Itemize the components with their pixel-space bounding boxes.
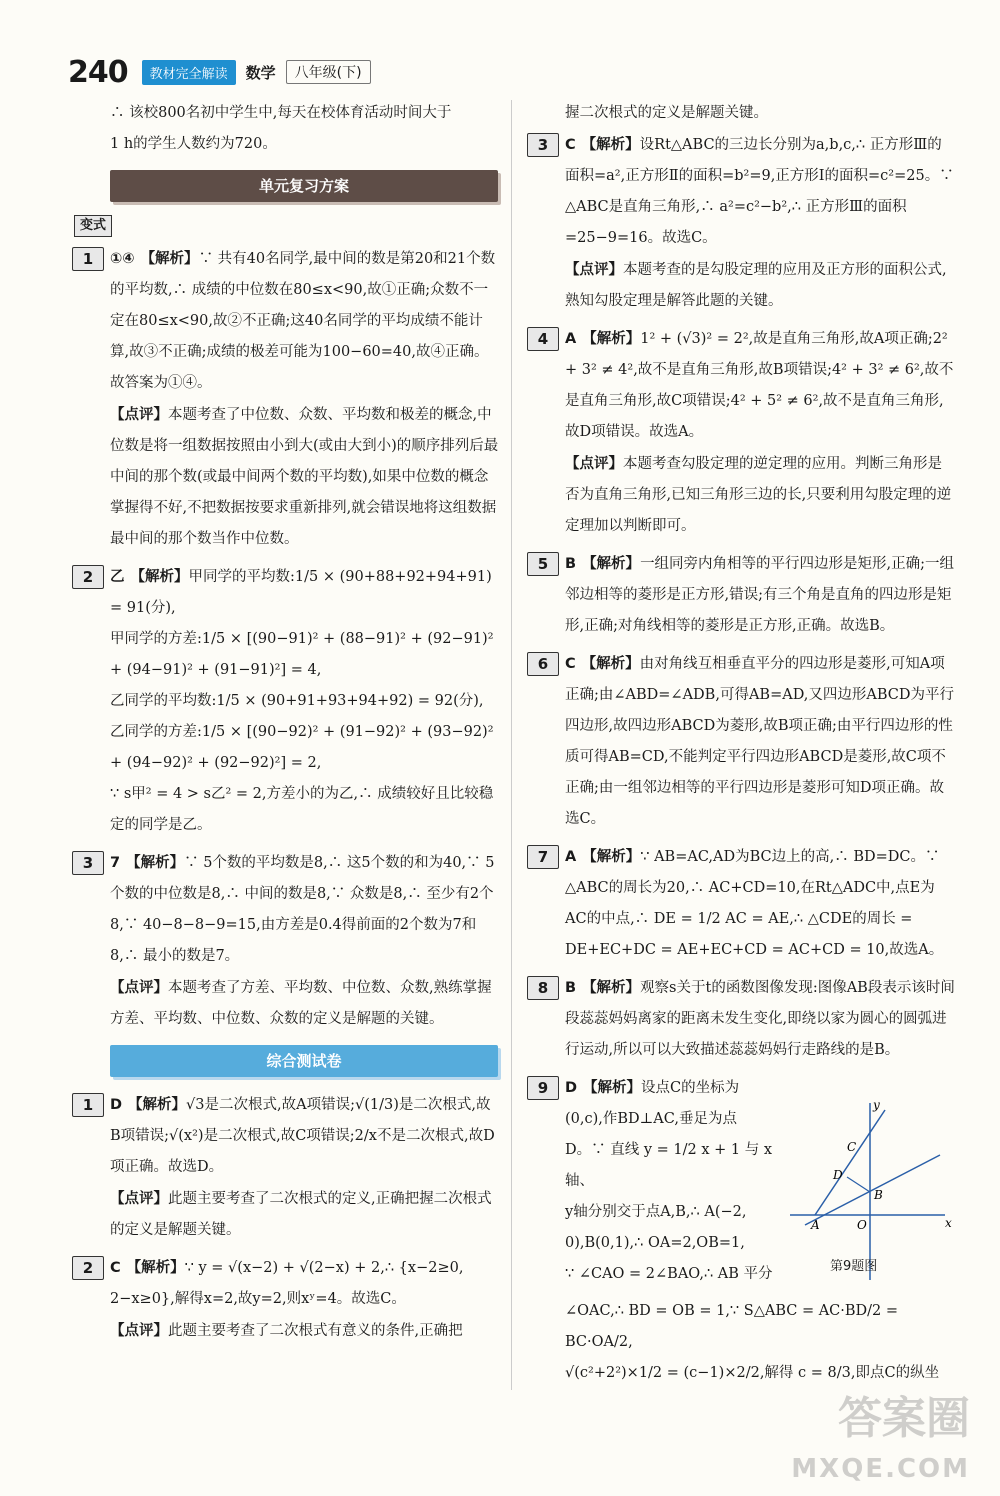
subject-tag: 数学 (245, 63, 276, 82)
analysis-label: 【解析】 (130, 568, 189, 585)
answer: 7 (110, 855, 121, 871)
analysis-label: 【解析】 (583, 1079, 642, 1096)
question-number: 1 (72, 1093, 104, 1117)
answer: A (565, 331, 577, 347)
question-number: 8 (527, 976, 559, 1000)
comment-text: 本题考查了方差、平均数、中位数、众数,熟练掌握方差、平均数、中位数、众数的定义是解题的关键。 (110, 980, 492, 1027)
analysis-text: 设Rt△ABC的三边长分别为a,b,c,∴ 正方形Ⅲ的面积=a²,正方形Ⅱ的面积=b²=9,正方形Ⅰ的面积=c²=25。∵ △ABC是直角三角形,∴ a²=c²−b²,∴ 正方形Ⅲ的面积=25−9=16。故选C。 (565, 137, 954, 246)
analysis-label: 【解析】 (581, 655, 640, 672)
segment-bd (847, 1177, 870, 1192)
intro-line-1: ∴ 该校800名初中学生中,每天在校体育活动时间大于 (110, 105, 452, 121)
comment-text: 本题考查勾股定理的逆定理的应用。判断三角形是否为直角三角形,已知三角形三边的长,只要利用勾股定理的逆定理加以判断即可。 (565, 456, 952, 534)
answer: D (110, 1097, 123, 1113)
answer: A (565, 849, 577, 865)
comment-label: 【点评】 (565, 455, 623, 472)
comment-text: 本题考查的是勾股定理的应用及正方形的面积公式,熟知勾股定理是解答此题的关键。 (565, 262, 947, 309)
comment-text: 此题主要考查了二次根式的定义,正确把握二次根式的定义是解题关键。 (110, 1191, 492, 1238)
analysis-line-2: (0,c),作BD⊥AC,垂足为点 (565, 1111, 737, 1127)
analysis-text: √3是二次根式,故A项错误;√(1/3)是二次根式,故B项错误;√(x²)是二次根式,故C项错误;2/x不是二次根式,故D项正确。故选D。 (110, 1097, 495, 1175)
continued-line: 握二次根式的定义是解题关键。 (565, 105, 768, 121)
test-1 (70, 1089, 500, 1246)
comment-text: 此题主要考查了二次根式有意义的条件,正确把 (168, 1323, 463, 1339)
section-title-test: 综合测试卷 (110, 1045, 498, 1077)
analysis-line-1: 设点C的坐标为 (641, 1080, 740, 1096)
column-divider (511, 100, 512, 1390)
analysis-text: ∵ AB=AC,AD为BC边上的高,∴ BD=DC。∵ △ABC的周长为20,∴ AC+CD=10,在Rt△ADC中,点E为AC的中点,∴ DE = 1/2 AC = AE,∴ △CDE的周长 = DE+EC+DC = AE+EC+CD = AC+CD = 10,故选A。 (565, 849, 944, 958)
answer: C (110, 1260, 121, 1276)
analysis-label: 【解析】 (582, 330, 641, 347)
section-title-review: 单元复习方案 (110, 170, 498, 202)
question-number: 2 (72, 565, 104, 589)
comment-label: 【点评】 (110, 406, 168, 423)
page-number: 240 (68, 54, 128, 90)
intro-line-2: 1 h的学生人数约为720。 (110, 136, 277, 152)
analysis-text: 1² + (√3)² = 2²,故是直角三角形,故A项正确;2² + 3² ≠ 4²,故不是直角三角形,故B项错误;4² + 3² ≠ 6²,故不是直角三角形,故C项错误;4² + 5² ≠ 6²,故不是直角三角形,故D项错误。故选A。 (565, 331, 954, 440)
page-header (68, 52, 371, 92)
analysis-label: 【解析】 (126, 854, 185, 871)
variant-label-row (70, 210, 500, 241)
analysis-line-6: ∵ ∠CAO = 2∠BAO,∴ AB 平分 (565, 1266, 773, 1282)
test-5 (525, 548, 955, 642)
analysis-line-5: 0),B(0,1),∴ OA=2,OB=1, (565, 1235, 745, 1251)
analysis-label: 【解析】 (581, 136, 640, 153)
analysis-label: 【解析】 (582, 979, 641, 996)
test-6 (525, 648, 955, 835)
question-number: 1 (72, 247, 104, 271)
analysis-text: ∵ 共有40名同学,最中间的数是第20和21个数的平均数,∴ 成绩的中位数在80≤x<90,故①正确;众数不一定在80≤x<90,故②不正确;这40名同学的平均成绩不能计算,故③不正确;成绩的极差可能为100−60=40,故④正确。故答案为①④。 (110, 251, 496, 391)
comment-label: 【点评】 (110, 1190, 168, 1207)
comment-text: 本题考查了中位数、众数、平均数和极差的概念,中位数是将一组数据按照由小到大(或由大到小)的顺序排列后最中间的那个数(或最中间两个数的平均数),如果中位数的概念掌握得不好,不把数据按要求重新排列,就会错误地将这组数据最中间的那个数当作中位数。 (110, 407, 499, 547)
test-8 (525, 972, 955, 1066)
watermark-bottom: MXQE.COM (791, 1454, 970, 1484)
test-3 (525, 129, 955, 317)
label-x: x (945, 1216, 952, 1230)
analysis-line-2: 甲同学的方差:1/5 × [(90−91)² + (88−91)² + (92−91)² + (94−91)² + (91−91)²] = 4, (110, 631, 494, 678)
watermark-top: 答案圈 (838, 1393, 970, 1444)
analysis-line-4: 乙同学的方差:1/5 × [(90−92)² + (91−92)² + (93−92)² + (94−92)² + (92−92)²] = 2, (110, 724, 494, 771)
answer: B (565, 980, 577, 996)
test-7 (525, 841, 955, 966)
analysis-text: ∵ 5个数的平均数是8,∴ 这5个数的和为40,∵ 5个数的中位数是8,∴ 中间的数是8,∵ 众数是8,∴ 至少有2个8,∵ 40−8−8−9=15,由方差是0.4得前面的2个数为7和8,∴ 最小的数是7。 (110, 855, 495, 964)
question-number: 5 (527, 552, 559, 576)
label-y: y (873, 1098, 880, 1112)
series-tag: 教材完全解读 (142, 60, 236, 85)
analysis-label: 【解析】 (126, 1259, 185, 1276)
analysis-text: 由对角线互相垂直平分的四边形是菱形,可知A项正确;由∠ABD=∠ADB,可得AB=AD,又四边形ABCD为平行四边形,故四边形ABCD为菱形,故B项正确;由平行四边形的性质可得AB=CD,不能判定平行四边形ABCD是菱形,故C项不正确;由一组邻边相等的平行四边形是菱形可知D项正确。故选C。 (565, 656, 955, 827)
analysis-text: 一组同旁内角相等的平行四边形是矩形,正确;一组邻边相等的菱形是正方形,错误;有三个角是直角的四边形是矩形,正确;对角线相等的菱形是正方形,正确。故选B。 (565, 556, 955, 634)
analysis-label: 【解析】 (582, 848, 641, 865)
analysis-label: 【解析】 (128, 1096, 187, 1113)
answer: ①④ (110, 251, 135, 267)
label-b: B (874, 1188, 883, 1202)
analysis-line-1: 甲同学的平均数:1/5 × (90+88+92+94+91) = 91(分), (110, 569, 492, 616)
variant-label: 变式 (74, 215, 112, 237)
comment-label: 【点评】 (110, 979, 168, 996)
variant-3 (70, 847, 500, 1035)
analysis-line-7: ∠OAC,∴ BD = OB = 1,∵ S△ABC = AC·BD/2 = BC·OA/2, (565, 1303, 899, 1350)
label-o: O (857, 1218, 867, 1232)
label-c: C (847, 1140, 857, 1154)
label-a: A (811, 1218, 820, 1232)
analysis-line-4: y轴分别交于点A,B,∴ A(−2, (565, 1204, 747, 1220)
answer: 乙 (110, 569, 125, 585)
figure-caption: 第9题图 (830, 1259, 878, 1274)
grade-tag: 八年级(下) (286, 60, 371, 84)
test-2 (70, 1252, 500, 1347)
question-number: 4 (527, 327, 559, 351)
analysis-text: ∵ y = √(x−2) + √(2−x) + 2,∴ {x−2≥0, 2−x≥0},解得x=2,故y=2,则xʸ=4。故选C。 (110, 1260, 464, 1307)
comment-label: 【点评】 (110, 1322, 168, 1339)
label-d: D (833, 1168, 843, 1182)
analysis-text: 观察s关于t的函数图像发现:图像AB段表示该时间段蕊蕊妈妈离家的距离未发生变化,即绕以家为圆心的圆弧进行运动,所以可以大致描述蕊蕊妈妈行走路线的是B。 (565, 980, 955, 1058)
analysis-line-3: 乙同学的平均数:1/5 × (90+91+93+94+92) = 92(分), (110, 693, 484, 709)
test-4 (525, 323, 955, 542)
question-number: 2 (72, 1256, 104, 1280)
analysis-label: 【解析】 (582, 555, 641, 572)
question-number: 9 (527, 1076, 559, 1100)
question-number: 7 (527, 845, 559, 869)
answer: C (565, 137, 576, 153)
answer: D (565, 1080, 578, 1096)
analysis-line-5: ∵ s甲² = 4 > s乙² = 2,方差小的为乙,∴ 成绩较好且比较稳定的同学是乙。 (110, 786, 494, 833)
comment-label: 【点评】 (565, 261, 623, 278)
question-number: 3 (72, 851, 104, 875)
variant-2 (70, 561, 500, 841)
question-number: 3 (527, 133, 559, 157)
question-number: 6 (527, 652, 559, 676)
analysis-line-8: √(c²+2²)×1/2 = (c−1)×2/2,解得 c = 8/3,即点C的纵坐 (565, 1365, 940, 1381)
analysis-line-3: D。∵ 直线 y = 1/2 x + 1 与 x 轴、 (565, 1142, 773, 1189)
answer: B (565, 556, 577, 572)
answer: C (565, 656, 576, 672)
left-column (70, 98, 500, 1353)
analysis-label: 【解析】 (140, 250, 199, 267)
variant-1 (70, 243, 500, 555)
